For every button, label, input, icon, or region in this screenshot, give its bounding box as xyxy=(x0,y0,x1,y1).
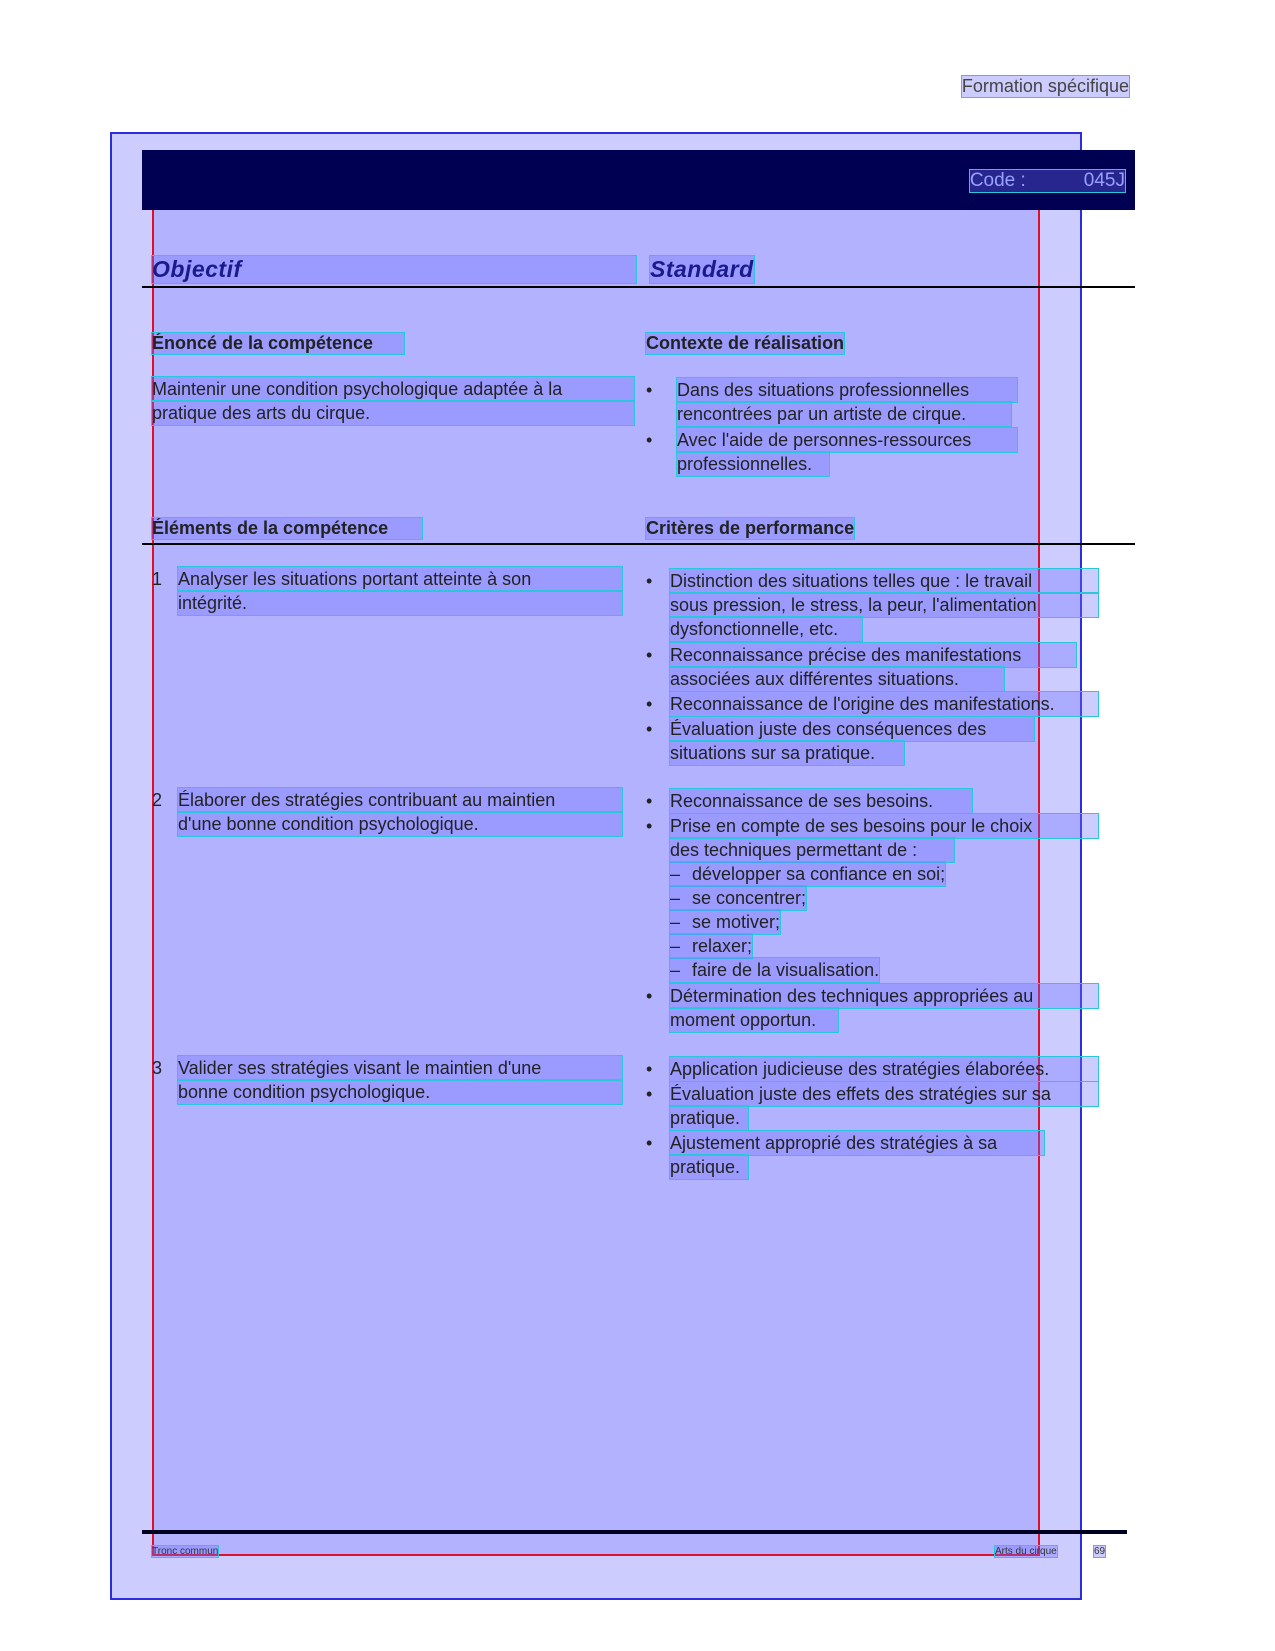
context-bullet-2-line-1: Avec l'aide de personnes-ressources xyxy=(677,428,1017,452)
code-label xyxy=(970,170,1125,192)
criterion-1-1-line-1: Distinction des situations telles que : le travail xyxy=(670,569,1098,593)
running-header: Formation spécifique xyxy=(961,76,1129,96)
criterion-3-2 xyxy=(646,1082,1098,1130)
criterion-2-1 xyxy=(646,789,1098,813)
criterion-1-1 xyxy=(646,569,1098,641)
criterion-1-2 xyxy=(646,643,1098,691)
criterion-1-2-line-2: associées aux différentes situations. xyxy=(670,667,1004,691)
element-2 xyxy=(152,788,622,836)
criterion-1-3 xyxy=(646,692,1098,716)
element-3 xyxy=(152,1056,622,1104)
competence-line-2: pratique des arts du cirque. xyxy=(152,401,634,425)
bullet-glyph: • xyxy=(646,430,653,450)
bullet-glyph: • xyxy=(646,986,653,1006)
criterion-1-1-line-3: dysfonctionnelle, etc. xyxy=(670,617,862,641)
criterion-2-2 xyxy=(646,814,1098,862)
criterion-3-3 xyxy=(646,1131,1098,1179)
sub-item-5-text: faire de la visualisation. xyxy=(692,960,880,980)
context-bullet-1-line-2: rencontrées par un artiste de cirque. xyxy=(677,402,1011,426)
criterion-3-2-line-1: Évaluation juste des effets des stratégies sur sa xyxy=(670,1082,1098,1106)
criterion-2-2-line-1: Prise en compte de ses besoins pour le choix xyxy=(670,814,1098,838)
bullet-glyph: • xyxy=(646,1059,653,1079)
footer-right: Arts du cirque xyxy=(995,1546,1057,1557)
code-value: 045J xyxy=(1083,170,1125,191)
element-1 xyxy=(152,567,622,615)
dash-glyph: – xyxy=(670,864,681,884)
bullet-glyph: • xyxy=(646,1084,653,1104)
element-1-line-2: intégrité. xyxy=(178,591,622,615)
sub-item-4-text: relaxer; xyxy=(692,936,753,956)
criterion-1-3-line-1: Reconnaissance de l'origine des manifestations. xyxy=(670,692,1098,716)
criterion-2-2-line-2: des techniques permettant de : xyxy=(670,838,954,862)
competence-text xyxy=(152,377,634,425)
dash-glyph: – xyxy=(670,936,681,956)
footer-rule xyxy=(142,1530,1127,1534)
bullet-glyph: • xyxy=(646,816,653,836)
bullet-glyph: • xyxy=(646,645,653,665)
element-2-number: 2 xyxy=(152,790,163,810)
bullet-glyph: • xyxy=(646,380,653,400)
criterion-1-2-line-1: Reconnaissance précise des manifestations xyxy=(670,643,1076,667)
sub-item-4 xyxy=(670,934,752,958)
bullet-glyph: • xyxy=(646,694,653,714)
criteria-title: Critères de performance xyxy=(646,518,855,538)
criterion-3-3-line-2: pratique. xyxy=(670,1155,748,1179)
criterion-1-4 xyxy=(646,717,1098,765)
sub-item-2-text: se concentrer; xyxy=(692,888,807,908)
context-bullet-2-line-2: professionnelles. xyxy=(677,452,829,476)
sub-item-3-text: se motiver; xyxy=(692,912,781,932)
criterion-1-4-line-1: Évaluation juste des conséquences des xyxy=(670,717,1034,741)
sub-item-1 xyxy=(670,862,945,886)
bullet-glyph: • xyxy=(646,791,653,811)
criterion-2-3 xyxy=(646,984,1098,1032)
element-2-line-2: d'une bonne condition psychologique. xyxy=(178,812,622,836)
element-2-line-1: Élaborer des stratégies contribuant au maintien xyxy=(178,788,622,812)
criterion-2-3-line-2: moment opportun. xyxy=(670,1008,838,1032)
context-bullet-2 xyxy=(646,428,1098,476)
dash-glyph: – xyxy=(670,888,681,908)
element-1-number: 1 xyxy=(152,569,163,589)
criterion-2-1-line-1: Reconnaissance de ses besoins. xyxy=(670,789,972,813)
footer-left: Tronc commun xyxy=(152,1546,219,1557)
context-bullet-1 xyxy=(646,378,1098,426)
context-bullet-1-line-1: Dans des situations professionnelles xyxy=(677,378,1017,402)
page-number: 69 xyxy=(1094,1546,1106,1557)
element-3-number: 3 xyxy=(152,1058,163,1078)
context-title: Contexte de réalisation xyxy=(646,333,845,353)
rule-middle xyxy=(142,543,1135,545)
criterion-3-3-line-1: Ajustement approprié des stratégies à sa xyxy=(670,1131,1044,1155)
sub-item-3 xyxy=(670,910,780,934)
criterion-1-1-line-2: sous pression, le stress, la peur, l'alimentation xyxy=(670,593,1098,617)
criterion-2-3-line-1: Détermination des techniques appropriées au xyxy=(670,984,1098,1008)
element-3-line-2: bonne condition psychologique. xyxy=(178,1080,622,1104)
criterion-3-1 xyxy=(646,1057,1098,1081)
criterion-3-2-line-2: pratique. xyxy=(670,1106,748,1130)
rule-top xyxy=(142,286,1135,288)
sub-item-5 xyxy=(670,958,879,982)
competence-title: Énoncé de la compétence xyxy=(152,333,404,354)
header-bar xyxy=(142,150,1135,210)
bullet-glyph: • xyxy=(646,719,653,739)
bullet-glyph: • xyxy=(646,571,653,591)
dash-glyph: – xyxy=(670,912,681,932)
element-3-line-1: Valider ses stratégies visant le maintien d'une xyxy=(178,1056,622,1080)
bullet-glyph: • xyxy=(646,1133,653,1153)
dash-glyph: – xyxy=(670,960,681,980)
elements-title: Éléments de la compétence xyxy=(152,518,422,539)
criterion-3-1-line-1: Application judicieuse des stratégies élaborées. xyxy=(670,1057,1098,1081)
code-label-text: Code : xyxy=(969,170,1026,191)
column-heading-objectif: Objectif xyxy=(152,256,636,283)
sub-item-2 xyxy=(670,886,806,910)
sub-item-1-text: développer sa confiance en soi; xyxy=(692,864,946,884)
element-1-line-1: Analyser les situations portant atteinte à son xyxy=(178,567,622,591)
competence-line-1: Maintenir une condition psychologique adaptée à la xyxy=(152,377,634,401)
column-heading-standard: Standard xyxy=(650,256,754,282)
criterion-1-4-line-2: situations sur sa pratique. xyxy=(670,741,904,765)
